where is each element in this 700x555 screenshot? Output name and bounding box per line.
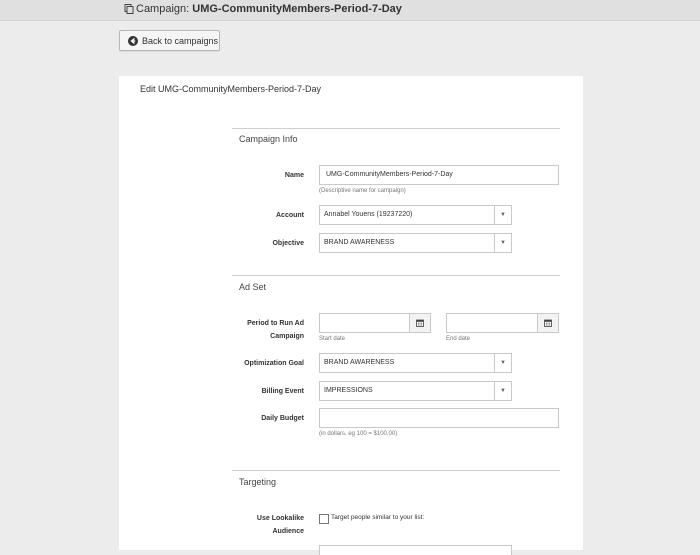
calendar-icon[interactable] [537,314,558,332]
period-label-line2: Campaign [270,333,304,340]
optimization-goal-label: Optimization Goal [244,360,304,367]
optimization-goal-value: BRAND AWARENESS [324,359,395,366]
period-label-line1: Period to Run Ad [247,320,304,327]
calendar-icon[interactable] [409,314,430,332]
page-title [136,3,402,15]
daily-budget-label: Daily Budget [261,415,304,422]
campaign-name: UMG-CommunityMembers-Period-7-Day [192,3,402,15]
back-to-campaigns-button[interactable] [119,30,220,51]
top-bar [0,0,700,21]
title-prefix: Campaign: [136,3,193,15]
arrow-left-circle-icon [128,36,138,46]
objective-select[interactable] [319,233,512,253]
end-date-input[interactable] [446,313,559,333]
account-label: Account [276,212,304,219]
lookalike-label-line2: Audience [272,528,304,535]
lookalike-checkbox[interactable] [319,514,329,524]
name-input[interactable]: UMG-CommunityMembers-Period-7-Day [319,165,559,185]
chevron-down-icon: ▼ [494,354,511,372]
edit-campaign-panel [119,76,583,550]
account-select[interactable] [319,205,512,225]
end-date-help: End date [446,336,471,342]
section-divider [232,275,560,276]
objective-label: Objective [272,240,304,247]
section-title-targeting: Targeting [239,477,277,487]
chevron-down-icon: ▼ [494,206,511,224]
billing-event-label: Billing Event [261,388,304,395]
copy-icon [124,4,134,14]
billing-event-select[interactable] [319,381,512,401]
lookalike-label-line1: Use Lookalike [256,515,304,522]
chevron-down-icon: ▼ [494,382,511,400]
name-help-text: (Descriptive name for campaign) [319,188,406,194]
objective-value: BRAND AWARENESS [324,239,395,246]
section-title-campaign-info: Campaign Info [239,134,298,144]
section-title-ad-set: Ad Set [239,282,267,292]
start-date-input[interactable] [319,313,431,333]
daily-budget-help: (in dollars. eg 100 = $100.00) [319,431,398,437]
lookalike-checkbox-label[interactable]: Target people similar to your list: [331,514,425,521]
daily-budget-input[interactable] [319,408,559,428]
back-button-label: Back to campaigns [142,36,219,46]
name-label: Name [284,172,304,179]
start-date-help: Start date [319,336,346,342]
optimization-goal-select[interactable] [319,353,512,373]
billing-event-value: IMPRESSIONS [324,387,373,394]
section-divider [232,470,560,471]
audience-select-partial[interactable] [319,545,512,555]
panel-title: Edit UMG-CommunityMembers-Period-7-Day [140,84,322,94]
account-value: Annabel Youens (19237220) [324,211,413,218]
chevron-down-icon: ▼ [494,234,511,252]
section-divider [232,128,560,129]
